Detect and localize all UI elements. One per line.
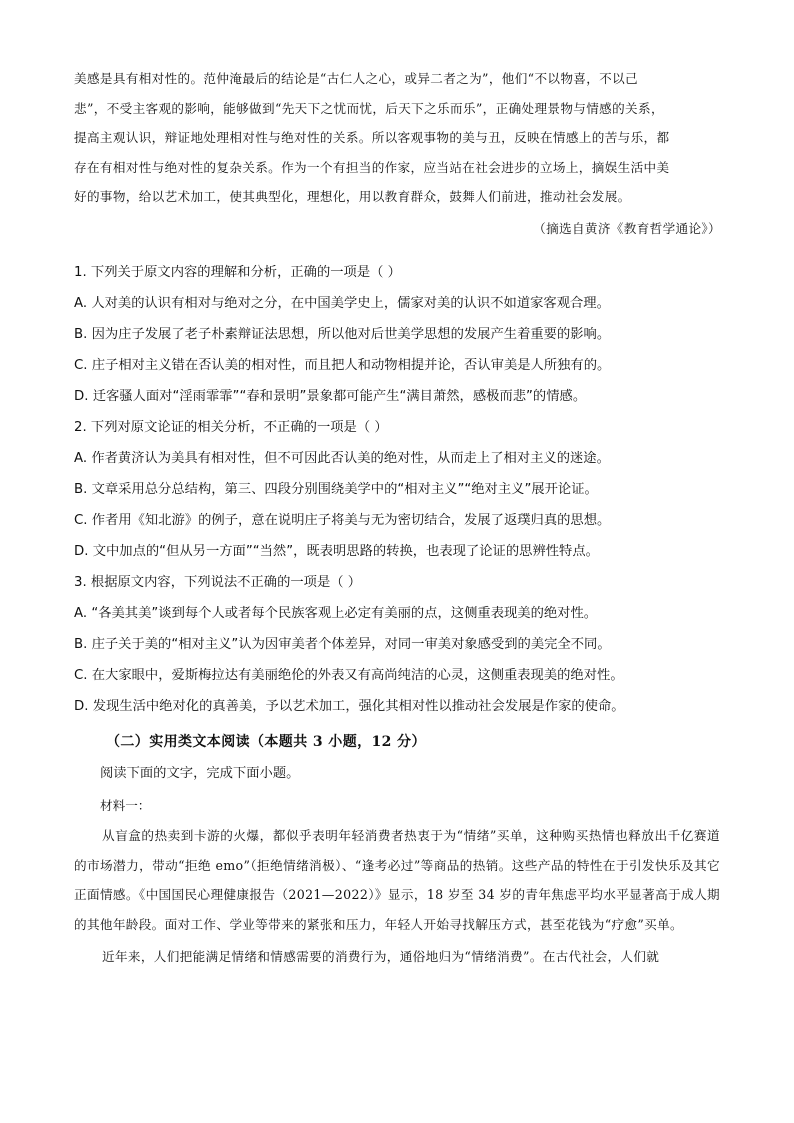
question-1-option-d: D. 迁客骚人面对“淫雨霏霏”“春和景明”景象都可能产生“满目萧然，感极而悲”的情感。 (74, 389, 587, 404)
question-stem-3: 3. 根据原文内容，下列说法不正确的一项是（ ） (74, 575, 362, 590)
passage-line: 美感是具有相对性的。范仲淹最后的结论是“古仁人之心，或异二者之为”，他们“不以物喜，不以己 (74, 71, 639, 86)
question-stem-2: 2. 下列对原文论证的相关分析，不正确的一项是（ ） (74, 420, 388, 435)
question-1-option-a: A. 人对美的认识有相对与绝对之分，在中国美学史上，儒家对美的认识不如道家客观合理。 (74, 296, 610, 311)
question-2-option-d: D. 文中加点的“但从另一方面”“当然”，既表明思路的转换，也表现了论证的思辨性特点。 (74, 544, 599, 559)
passage-line: 存在有相对性与绝对性的复杂关系。作为一个有担当的作家，应当站在社会进步的立场上，摘娱生活中美 (74, 159, 670, 175)
material-label: 材料一： (100, 798, 151, 813)
passage-line: 好的事物，给以艺术加工，使其典型化，理想化，用以教育群众，鼓舞人们前进，推动社会发展。 (74, 189, 631, 204)
question-1-option-b: B. 因为庄子发展了老子朴素辩证法思想，所以他对后世美学思想的发展产生着重要的影响。 (74, 327, 611, 342)
passage-source: （摘选自黄济《教育哲学通论》） (533, 221, 721, 236)
material-paragraph: 从盲盒的热卖到卡游的火爆，都似乎表明年轻消费者热衷于为“情绪”买单，这种购买热情也释放出千亿赛道的市场潜力，带动“拒绝 emo”（拒绝情绪消极）、“逢考必过”等商品的热销。这些产品的特性在于引发快乐及其它正面情感。《中国国民心理健康报告（2021—2022）》显示，18 岁至 34 岁的青年焦虑平均水平显著高于成人期的其他年龄段。面对工作、学业等带来的紧张和压力，年轻人开始寻找解压方式，甚至花钱为“疗愈”买单。 (74, 828, 720, 932)
question-stem-1: 1. 下列关于原文内容的理解和分析，正确的一项是（ ） (74, 265, 401, 280)
section-heading: （二）实用类文本阅读（本题共 3 小题，12 分） (106, 734, 426, 750)
passage-line: 提高主观认识，辩证地处理相对性与绝对性的关系。所以客观事物的美与丑，反映在情感上的苦与乐，都 (74, 130, 670, 145)
question-3-option-a: A. “各美其美”谈到每个人或者每个民族客观上必定有美丽的点，这侧重表现美的绝对性。 (74, 606, 598, 621)
material-paragraph: 近年来，人们把能满足情绪和情感需要的消费行为，通俗地归为“情绪消费”。在古代社会，人们就 (102, 949, 660, 964)
question-2-option-b: B. 文章采用总分总结构，第三、四段分别围绕美学中的“相对主义”“绝对主义”展开论证。 (74, 482, 598, 497)
question-2-option-a: A. 作者黄济认为美具有相对性，但不可因此否认美的绝对性，从而走上了相对主义的迷途。 (74, 451, 610, 466)
question-3-option-c: C. 在大家眼中，爱斯梅拉达有美丽绝伦的外表又有高尚纯洁的心灵，这侧重表现美的绝对性。 (74, 668, 624, 683)
question-1-option-c: C. 庄子相对主义错在否认美的相对性，而且把人和动物相提并论，否认审美是人所独有的。 (74, 358, 611, 373)
section-instruction: 阅读下面的文字，完成下面小题。 (100, 766, 300, 781)
question-3-option-d: D. 发现生活中绝对化的真善美，予以艺术加工，强化其相对性以推动社会发展是作家的使命。 (74, 699, 625, 714)
material-body (74, 821, 720, 972)
passage-body (74, 64, 720, 212)
question-3-option-b: B. 庄子关于美的“相对主义”认为因审美者个体差异，对同一审美对象感受到的美完全不同。 (74, 637, 611, 652)
passage-line: 悲”，不受主客观的影响，能够做到“先天下之忧而忧，后天下之乐而乐”，正确处理景物与情感的关系， (74, 100, 664, 116)
question-2-option-c: C. 作者用《知北游》的例子，意在说明庄子将美与无为密切结合，发展了返璞归真的思想。 (74, 513, 611, 528)
questions-block (74, 257, 734, 722)
